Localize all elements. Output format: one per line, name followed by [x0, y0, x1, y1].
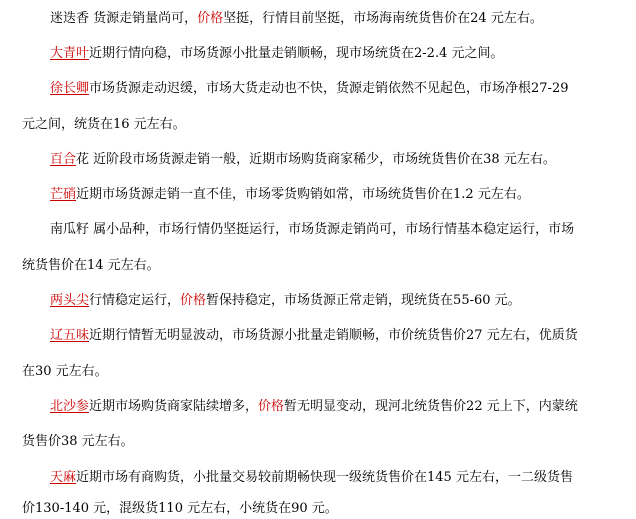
herb-name: 百合: [50, 152, 77, 167]
text-line: [50, 186, 530, 204]
text-line: [50, 292, 521, 310]
price-keyword: 价格: [258, 399, 285, 414]
text-run: 市场货源走动迟缓，市场大货走动也不快，货源走销依然不见起色，市场净根27-29: [89, 81, 569, 96]
text-line: [22, 433, 134, 451]
text-line: [50, 469, 573, 487]
herb-name: 天麻: [50, 470, 77, 485]
text-run: 近期行情暂无明显波动，市场货源小批量走销顺畅，市价统货售价27 元左右，优质货: [89, 328, 578, 343]
text-run: 货售价38 元左右。: [22, 434, 134, 449]
herb-name: 徐长卿: [50, 81, 90, 96]
text-run: 统货售价在14 元左右。: [22, 258, 160, 273]
text-run: 行情稳定运行，: [89, 293, 181, 308]
text-line: [22, 363, 108, 381]
text-line: [50, 398, 578, 416]
text-run: 近期市场货源走销一直不佳，市场零货购销如常，市场统货售价在1.2 元左右。: [76, 187, 530, 202]
text-run: 花 近阶段市场货源走销一般，近期市场购货商家稀少，市场统货售价在38 元左右。: [76, 152, 556, 167]
text-run: 元之间，统货在16 元左右。: [22, 117, 186, 132]
text-line: [50, 221, 574, 239]
text-run: 坚挺，行情目前坚挺，市场海南统货售价在24 元左右。: [223, 11, 543, 26]
text-line: [50, 327, 578, 345]
text-line: [50, 45, 504, 63]
text-run: 暂无明显变动，现河北统货售价22 元上下，内蒙统: [284, 399, 578, 414]
text-run: 暂保持稳定，市场货源正常走销，现统货在55-60 元。: [206, 293, 521, 308]
text-line: [50, 80, 569, 98]
text-line: [50, 151, 556, 169]
text-run: 南瓜籽 属小品种，市场行情仍坚挺运行，市场货源走销尚可，市场行情基本稳定运行，市场: [50, 222, 575, 237]
price-keyword: 价格: [180, 293, 207, 308]
text-run: 迷迭香 货源走销量尚可，: [50, 11, 198, 26]
text-run: 近期行情向稳，市场货源小批量走销顺畅，现市场统货在2-2.4 元之间。: [89, 46, 504, 61]
text-line: [22, 500, 338, 518]
herb-name: 大青叶: [50, 46, 90, 61]
text-line: [22, 257, 160, 275]
herb-name: 辽五味: [50, 328, 90, 343]
text-run: 价130-140 元，混级货110 元左右，小统货在90 元。: [22, 501, 338, 516]
herb-name: 两头尖: [50, 293, 90, 308]
text-line: [22, 116, 186, 134]
text-run: 近期市场购货商家陆续增多，: [89, 399, 259, 414]
text-line: [50, 10, 543, 28]
herb-name: 北沙参: [50, 399, 90, 414]
text-run: 近期市场有商购货，小批量交易较前期畅快现一级统货售价在145 元左右，一二级货售: [76, 470, 573, 485]
herb-name: 芒硝: [50, 187, 77, 202]
price-keyword: 价格: [197, 11, 224, 26]
text-run: 在30 元左右。: [22, 364, 108, 379]
